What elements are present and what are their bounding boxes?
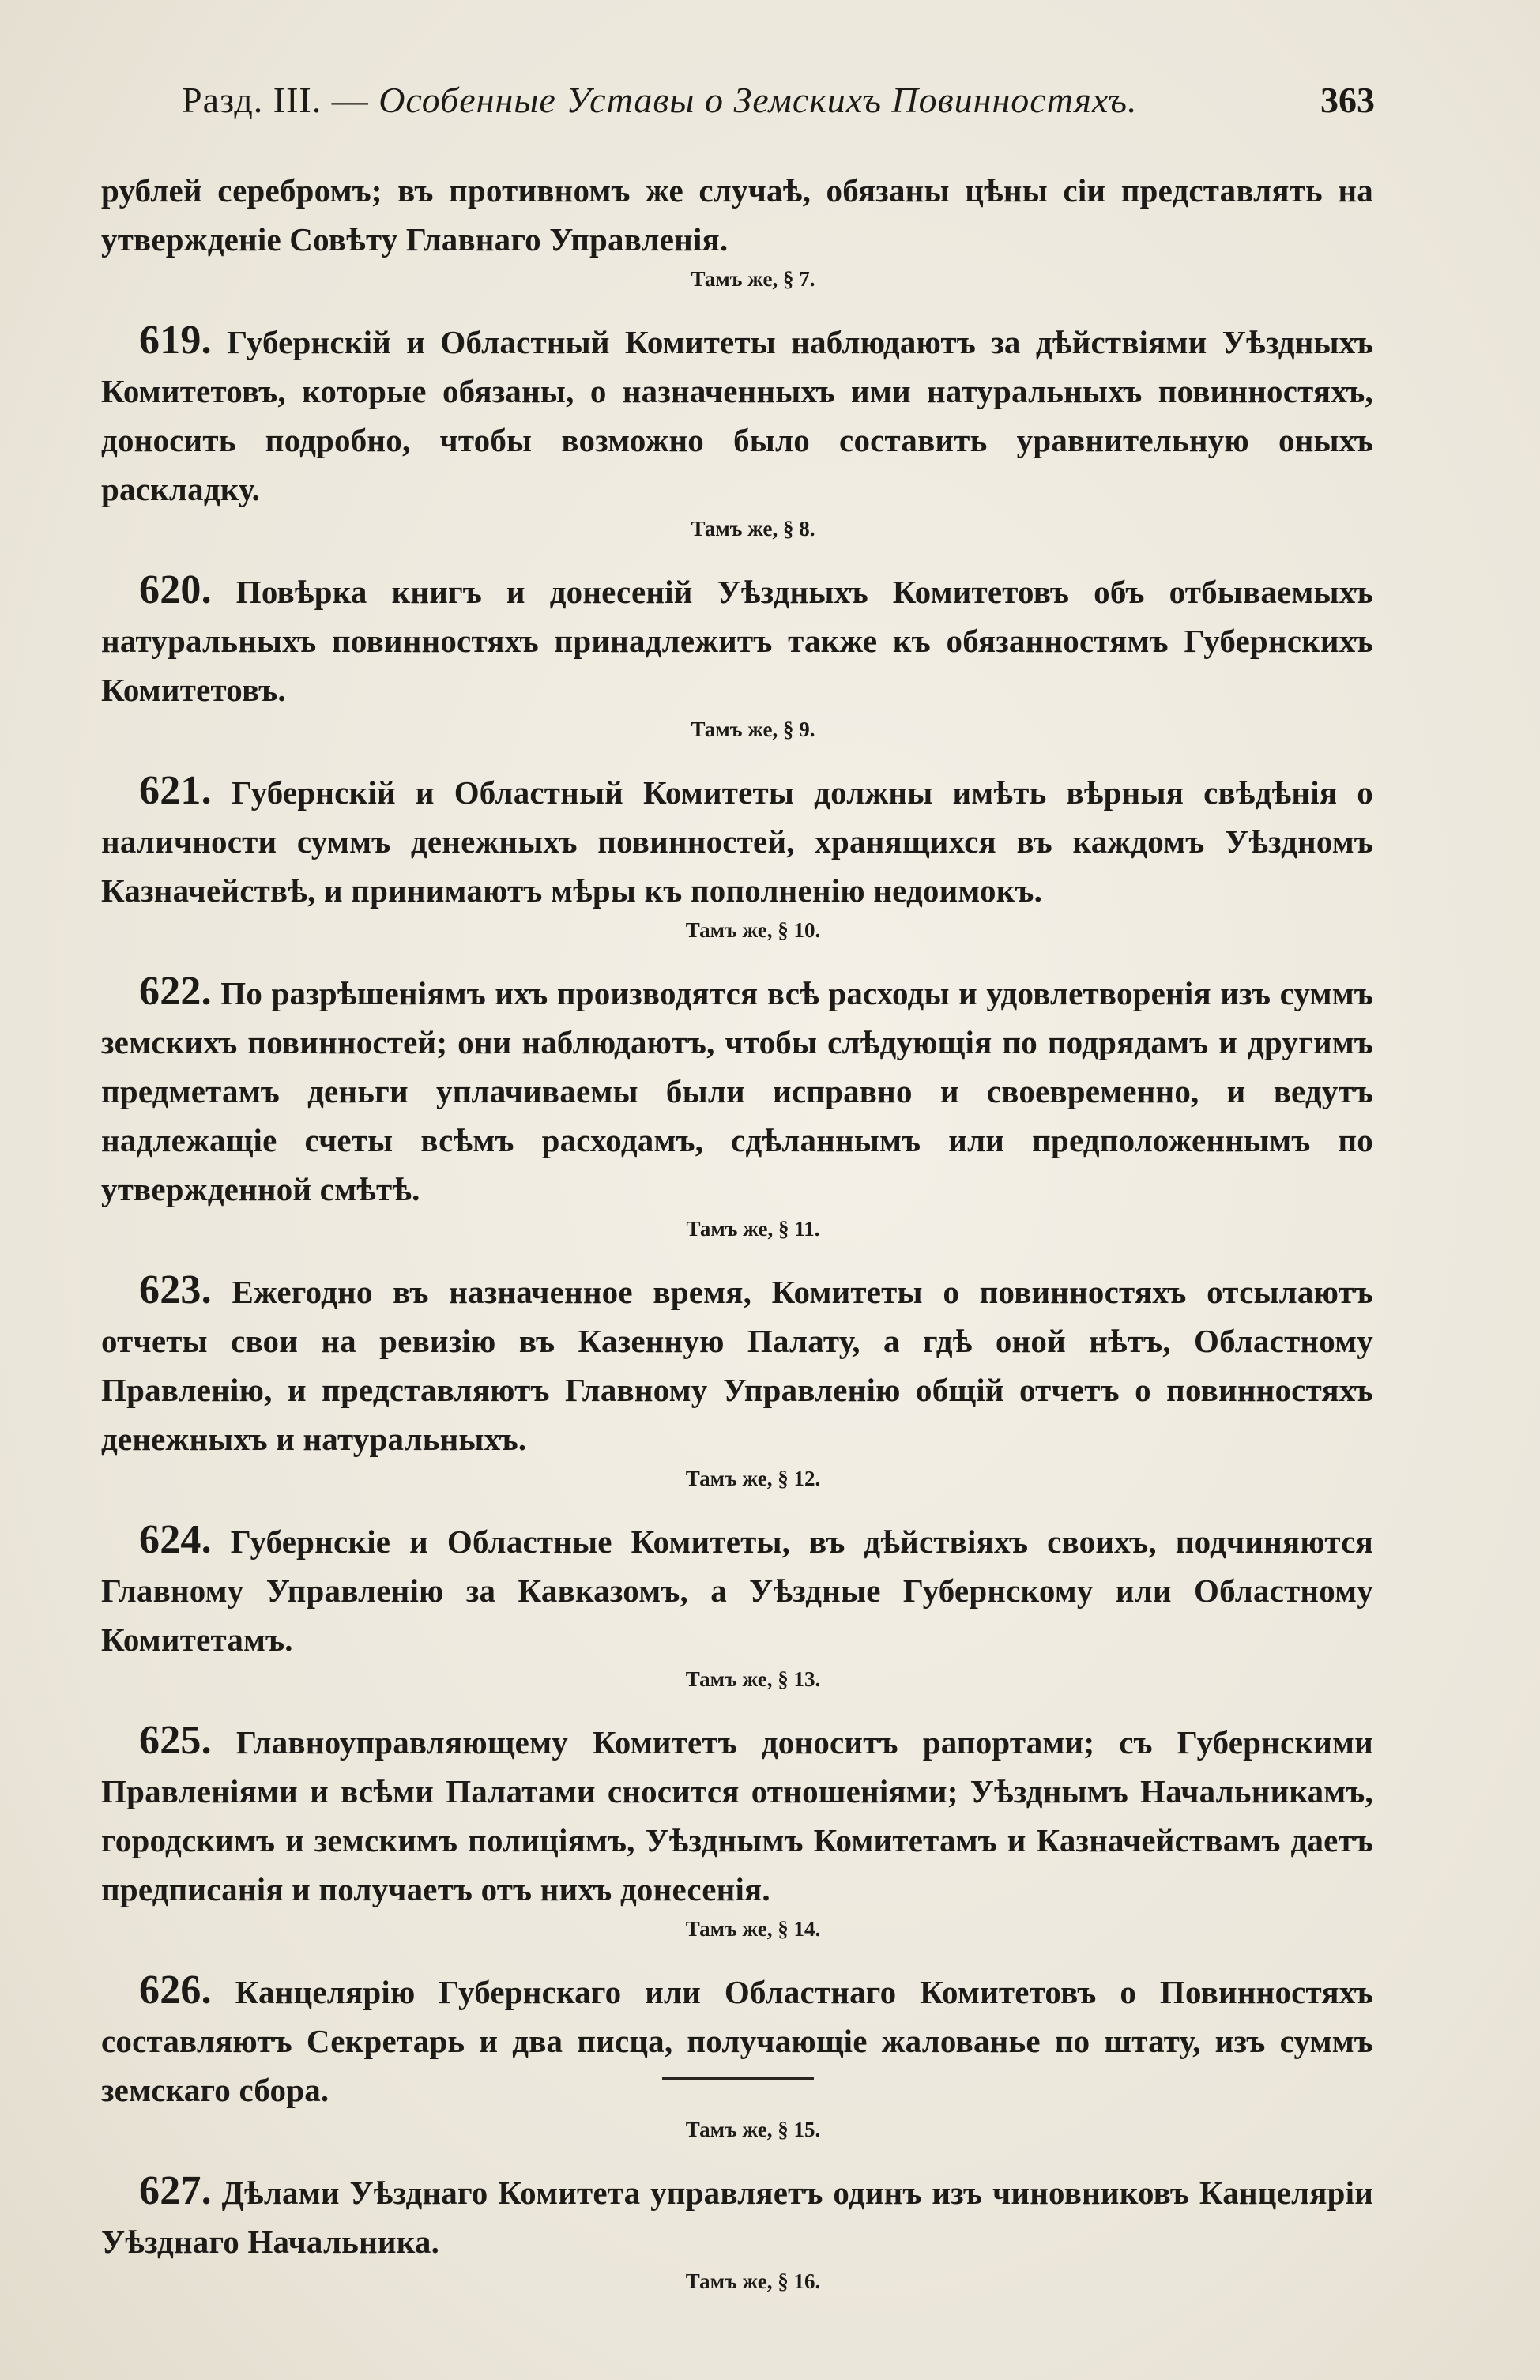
article-paragraph (101, 1966, 1373, 2115)
article-paragraph (101, 1266, 1373, 1463)
section-label: Разд. III. (182, 80, 322, 120)
page-body (101, 166, 1373, 2318)
article-number: 627. (139, 2168, 212, 2213)
article-text: Губернскій и Областный Комитеты должны имѣть вѣрныя свѣдѣнія о наличности суммъ денежныхъ повинностей, хранящихся въ каждомъ Уѣздномъ Казначействѣ, и принимаютъ мѣры къ пополненію недоимокъ. (101, 774, 1373, 909)
source-citation: Тамъ же, § 13. (685, 1667, 821, 1691)
source-citation: Тамъ же, § 15. (685, 2118, 821, 2141)
source-citation: Тамъ же, § 7. (691, 267, 815, 291)
article-paragraph (101, 566, 1373, 714)
article-text: Губернскій и Областный Комитеты наблюдаютъ за дѣйствіями Уѣздныхъ Комитетовъ, которые обязаны, о назначенныхъ ими натуральныхъ повинностяхъ, доносить подробно, чтобы возможно было составить уравнительную оныхъ раскладку. (101, 324, 1374, 507)
article-number: 623. (139, 1267, 212, 1312)
source-citation: Тамъ же, § 8. (691, 517, 815, 540)
article-number: 626. (139, 1968, 212, 2013)
article-paragraph (101, 1516, 1373, 1664)
article-text: Канцелярію Губернскаго или Областнаго Комитетовъ о Повинностяхъ составляютъ Секретарь и два писца, получающіе жалованье по штату, изъ суммъ земскаго сбора. (101, 1974, 1373, 2108)
source-citation: Тамъ же, § 11. (686, 1217, 820, 1241)
source-citation: Тамъ же, § 9. (691, 717, 815, 741)
article-paragraph (101, 1716, 1373, 1914)
source-citation: Тамъ же, § 16. (685, 2269, 821, 2293)
article-text: Дѣлами Уѣзднаго Комитета управляетъ одинъ изъ чиновниковъ Канцеляріи Уѣзднаго Начальника. (101, 2175, 1374, 2260)
continuation-paragraph: рублей серебромъ; въ противномъ же случаѣ, обязаны цѣны сіи представлять на утвержденіе Совѣту Главнаго Управленія. (101, 172, 1373, 258)
header-title-line (182, 79, 1138, 121)
article-text: Ежегодно въ назначенное время, Комитеты о повинностяхъ отсылаютъ отчеты свои на ревизію въ Казенную Палату, а гдѣ оной нѣтъ, Областному Правленію, и представляютъ Главному Управленію общій отчетъ о повинностяхъ денежныхъ и натуральныхъ. (101, 1274, 1374, 1457)
article-paragraph (101, 766, 1373, 915)
article-number: 622. (139, 969, 212, 1014)
article-text: Повѣрка книгъ и донесеній Уѣздныхъ Комитетовъ объ отбываемыхъ натуральныхъ повинностяхъ принадлежитъ также къ обязанностямъ Губернскихъ Комитетовъ. (101, 574, 1373, 708)
article-text: Главноуправляющему Комитетъ доноситъ рапортами; съ Губернскими Правленіями и всѣми Палатами сносится отношеніями; Уѣзднымъ Начальникамъ, городскимъ и земскимъ полиціямъ, Уѣзднымъ Комитетамъ и Казначействамъ даетъ предписанія и получаетъ отъ нихъ донесенія. (101, 1724, 1374, 1907)
article-text: Губернскіе и Областные Комитеты, въ дѣйствіяхъ своихъ, подчиняются Главному Управленію за Кавказомъ, а Уѣздные Губернскому или Областному Комитетамъ. (101, 1523, 1373, 1658)
article-number: 625. (139, 1718, 212, 1763)
article-number: 621. (139, 768, 212, 813)
article-number: 620. (139, 567, 212, 612)
article-list (101, 316, 1373, 2296)
article-text: По разрѣшеніямъ ихъ производятся всѣ расходы и удовлетворенія изъ суммъ земскихъ повинностей; они наблюдаютъ, чтобы слѣдующія по подрядамъ и другимъ предметамъ деньги уплачиваемы были исправно и своевременно, и ведутъ надлежащіе счеты всѣмъ расходамъ, сдѣланнымъ или предположеннымъ по утвержденной смѣтѣ. (101, 975, 1374, 1207)
end-rule (662, 2077, 814, 2080)
source-citation: Тамъ же, § 12. (685, 1467, 821, 1490)
article-paragraph (101, 2167, 1373, 2266)
article-number: 619. (139, 318, 212, 363)
running-header (182, 79, 1375, 134)
article-paragraph (101, 316, 1373, 514)
page-number: 363 (1320, 80, 1375, 120)
source-citation: Тамъ же, § 14. (685, 1917, 821, 1941)
source-citation: Тамъ же, § 10. (685, 918, 821, 942)
header-dash: — (331, 80, 369, 120)
article-number: 624. (139, 1517, 212, 1562)
article-paragraph (101, 967, 1373, 1214)
header-title: Особенные Уставы о Земскихъ Повинностяхъ. (378, 80, 1138, 120)
